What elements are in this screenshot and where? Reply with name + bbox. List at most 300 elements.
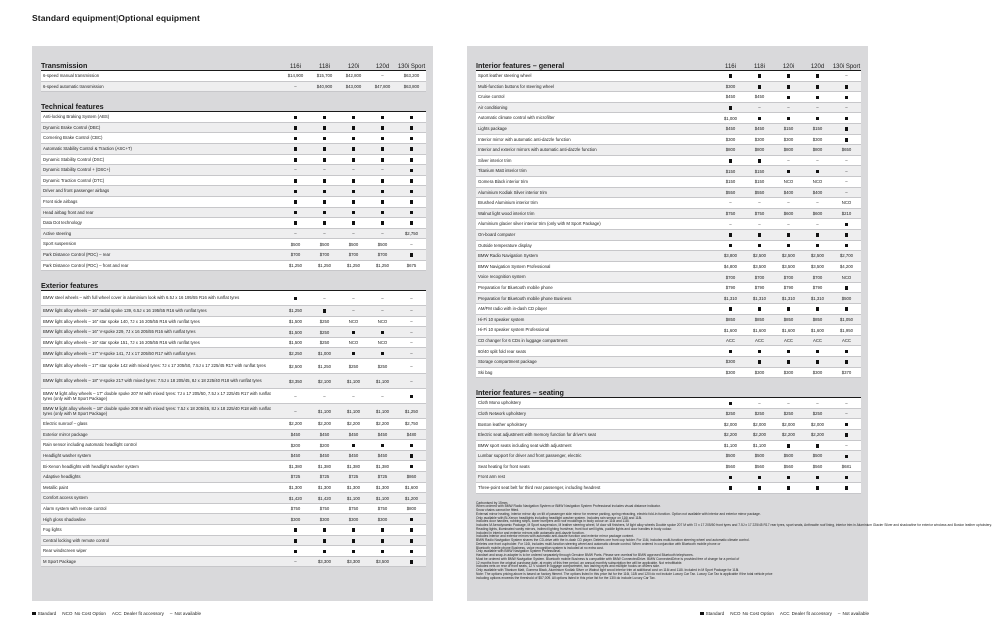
row-label: Storage compartment package (478, 359, 537, 365)
table-row (476, 325, 861, 336)
row-label: Preparation for Bluetooth mobile phone Business (478, 295, 572, 301)
price-cell (397, 394, 426, 399)
price-cell: NCO (812, 179, 823, 185)
standard-square-icon (352, 444, 356, 448)
price-cell: – (787, 221, 790, 227)
price-cell: $150 (754, 179, 765, 185)
standard-square-icon (410, 137, 414, 141)
price-cell: $1,420 (317, 495, 332, 501)
standard-square-icon (758, 486, 762, 490)
model-header: 120i (347, 64, 360, 70)
price-cell: – (787, 105, 790, 111)
price-cell (310, 220, 339, 225)
section-title: Exterior features (41, 281, 99, 291)
legend-label: Standard (705, 611, 725, 616)
standard-square-icon (323, 550, 327, 554)
standard-square-icon (816, 74, 820, 78)
price-cell: $1,100 (375, 378, 390, 384)
price-cell: $1,100 (752, 442, 767, 448)
price-cell (339, 330, 368, 335)
standard-square-icon (410, 158, 414, 162)
price-cell (832, 137, 861, 142)
price-cell: $1,250 (288, 308, 303, 314)
price-cell (281, 146, 310, 151)
price-cell: – (410, 363, 413, 369)
price-cell: $850 (783, 316, 794, 322)
row-label: Dynamic Traction Control (DTC) (43, 177, 105, 183)
price-cell: – (729, 200, 732, 206)
standard-square-icon (323, 147, 327, 151)
price-cell: $1,250 (375, 262, 390, 268)
row-label: Hi-Fi 10 speaker system Professional (478, 327, 550, 333)
price-cell (716, 401, 745, 406)
table-row (476, 209, 861, 220)
table-row (476, 419, 861, 430)
price-cell: – (410, 318, 413, 324)
price-cell (339, 136, 368, 141)
price-cell (281, 125, 310, 130)
price-cell (368, 189, 397, 194)
row-label: Electric sunroof – glass (43, 421, 88, 427)
table-row (476, 124, 861, 135)
table-row (41, 250, 426, 261)
price-cell: $3,500 (810, 263, 825, 269)
price-cell: – (845, 179, 848, 185)
price-cell (832, 84, 861, 89)
standard-square-icon (410, 126, 414, 130)
row-label: Rear windscreen wiper (43, 548, 87, 554)
price-cell: $3,500 (752, 263, 767, 269)
table-row (41, 71, 426, 82)
table-row (41, 525, 426, 536)
standard-square-icon (816, 117, 820, 121)
price-cell: $1,100 (375, 495, 390, 501)
model-header: 116i (725, 64, 736, 70)
footnote: External mirror heating, interior mirror dip on tilt of passenger side mirror for reverse parking, spring retracting, electric fold-in function. Option not available with interior and exterior mirror package. (476, 511, 761, 516)
model-header: 118i (754, 64, 765, 70)
standard-square-icon (845, 486, 849, 490)
price-cell (716, 349, 745, 354)
model-header: 116i (290, 64, 301, 70)
price-cell (832, 243, 861, 248)
price-cell (832, 116, 861, 121)
price-cell: – (787, 158, 790, 164)
price-cell (310, 210, 339, 215)
row-label: Headlight washer system (43, 452, 92, 458)
legend-symbol: ACC (779, 611, 790, 616)
price-cell (803, 73, 832, 78)
table-row (476, 103, 861, 114)
price-cell: $1,600 (781, 327, 796, 333)
legend-symbol: NCO (730, 611, 741, 616)
price-cell: $2,200 (375, 421, 390, 427)
standard-square-icon (381, 331, 385, 335)
price-cell: $450 (725, 94, 736, 100)
table-row (476, 262, 861, 273)
standard-square-icon (845, 85, 849, 89)
price-cell: $3,300 (346, 559, 361, 565)
row-label: BMW light alloy wheels – 18" V-spoke 217 with mixed tyres: 7.5J x 18 205/45, 8J x 18 225/40 R18 with runflat tyres (43, 378, 262, 384)
left-price-table (41, 54, 426, 570)
standard-square-icon (381, 539, 385, 543)
price-cell: $200 (290, 442, 301, 448)
price-cell: $150 (754, 168, 765, 174)
price-cell: $250 (754, 411, 765, 417)
legend-item (700, 611, 724, 616)
legend-label: No Cost Option (74, 611, 106, 616)
row-label: Interior and exterior mirrors with automatic anti-dazzle function (478, 147, 597, 153)
standard-square-icon (323, 190, 327, 194)
price-cell: $790 (783, 285, 794, 291)
row-label: Data Dot technology (43, 220, 82, 226)
table-row (476, 409, 861, 420)
standard-square-icon (758, 476, 762, 480)
price-cell (339, 527, 368, 532)
price-cell (339, 548, 368, 553)
left-panel (32, 46, 433, 601)
row-label: Exterior mirror package (43, 431, 88, 437)
price-cell (832, 126, 861, 131)
price-cell: $700 (377, 252, 388, 258)
legend-left (32, 611, 207, 616)
row-label: BMW Radio Navigation System (478, 253, 538, 259)
standard-square-icon (845, 476, 849, 480)
price-cell: $250 (783, 411, 794, 417)
table-row (41, 133, 426, 144)
row-label: Aluminium glacier silver interior trim (only with M Sport Package) (478, 221, 601, 227)
table-row (41, 374, 426, 389)
standard-square-icon (323, 211, 327, 215)
price-cell: – (787, 400, 790, 406)
standard-square-icon (381, 126, 385, 130)
price-cell: – (381, 231, 384, 237)
price-cell (832, 306, 861, 311)
standard-square-icon (352, 528, 356, 532)
price-cell (368, 220, 397, 225)
price-cell (745, 73, 774, 78)
row-label: M Sport Package (43, 558, 76, 564)
right-panel (467, 46, 992, 601)
standard-square-icon (729, 244, 733, 248)
price-cell: $1,300 (288, 484, 303, 490)
table-row (41, 218, 426, 229)
standard-square-icon (410, 454, 414, 458)
standard-square-icon (294, 116, 298, 120)
price-cell: NCO (377, 340, 388, 346)
price-cell (397, 114, 426, 119)
footnote: Carbonised by 15mm. (476, 500, 509, 505)
price-cell: $150 (783, 126, 794, 132)
standard-square-icon (729, 74, 733, 78)
standard-square-icon (729, 486, 733, 490)
price-cell: $700 (348, 252, 359, 258)
price-cell (774, 232, 803, 237)
price-cell (716, 73, 745, 78)
price-cell (832, 94, 861, 99)
price-cell: $2,200 (810, 432, 825, 438)
row-label: 60/40 split fold rear seats (478, 348, 527, 354)
section-rows (41, 291, 426, 567)
row-label: Central locking with remote control (43, 537, 109, 543)
standard-square-icon (845, 244, 849, 248)
price-cell: $300 (754, 136, 765, 142)
row-label: Park Distance Control (PDC) – front and rear (43, 262, 129, 268)
table-row (476, 346, 861, 357)
price-cell: $560 (783, 464, 794, 470)
price-cell (397, 443, 426, 448)
price-cell (832, 285, 861, 290)
standard-square-icon (787, 85, 791, 89)
price-cell (832, 453, 861, 458)
price-cell: – (845, 158, 848, 164)
row-label: Bi-Xenon headlights with headlight washer system (43, 463, 139, 469)
price-cell: – (729, 221, 732, 227)
price-cell (716, 158, 745, 163)
table-row (476, 219, 861, 230)
row-label: BMW Navigation System Professional (478, 263, 551, 269)
price-cell (716, 243, 745, 248)
price-cell: $800 (754, 147, 765, 153)
legend-item (32, 611, 56, 616)
price-cell (310, 538, 339, 543)
price-cell (281, 538, 310, 543)
standard-square-icon (294, 539, 298, 543)
price-cell (774, 84, 803, 89)
price-cell: ACC (725, 338, 736, 344)
price-cell: $860 (406, 474, 417, 480)
price-cell: $2,250 (288, 350, 303, 356)
standard-square-icon (787, 117, 791, 121)
price-cell (803, 443, 832, 448)
standard-square-icon (323, 116, 327, 120)
price-cell: $4,200 (839, 263, 854, 269)
standard-square-icon (352, 137, 356, 141)
standard-square-icon (294, 147, 298, 151)
standard-square-icon (787, 360, 791, 364)
legend-item (838, 611, 869, 616)
footnote: Includes M Aerodynamic Package, M Sport suspension, M leather steering wheel, M door sill finishers, M light alloy wheels Double spoke 207 M with 7J x 17 205/50 front tyres and 7.5J x 17 225/45 R17 rear tyres, sport seats, Anthracite roof lining, interior trim in Aluminium Glacier Silver and shadowline for exterior windows and Boston leather upholstery. (476, 523, 992, 528)
price-cell (368, 527, 397, 532)
price-cell: NCO (783, 179, 794, 185)
price-cell: $1,380 (375, 463, 390, 469)
price-cell (281, 210, 310, 215)
price-cell: $1,100 (375, 408, 390, 414)
price-cell (803, 485, 832, 490)
footnote: 12 months from the original purchase date, at expiry of this free period, an annual monthly subscription fee will be applicable. Not retrofittable. (476, 560, 683, 565)
footnote: Included in interior and exterior mirrors with automatic anti-dazzle function. (476, 530, 585, 535)
standard-square-icon (787, 96, 791, 100)
price-cell (745, 359, 774, 364)
price-cell (397, 125, 426, 130)
standard-square-icon (700, 612, 704, 616)
standard-square-icon (323, 221, 327, 225)
row-label: Fog lights (43, 527, 62, 533)
price-cell: $750 (290, 506, 301, 512)
price-cell (310, 146, 339, 151)
legend-item (112, 611, 164, 616)
price-cell: $2,000 (810, 421, 825, 427)
standard-square-icon (410, 518, 414, 522)
price-cell: – (845, 189, 848, 195)
table-row (41, 389, 426, 404)
price-cell: $500 (377, 241, 388, 247)
price-cell (716, 306, 745, 311)
row-label: Air conditioning (478, 104, 508, 110)
standard-square-icon (410, 169, 414, 173)
price-cell (368, 548, 397, 553)
standard-square-icon (787, 350, 791, 354)
price-cell: $800 (783, 147, 794, 153)
price-cell: $2,200 (723, 432, 738, 438)
legend-label: No Cost Option (742, 611, 774, 616)
price-cell: $1,600 (810, 327, 825, 333)
price-cell (339, 351, 368, 356)
standard-square-icon (352, 550, 356, 554)
price-cell (745, 158, 774, 163)
price-cell: $1,600 (723, 327, 738, 333)
price-cell: $1,600 (752, 327, 767, 333)
price-cell (832, 475, 861, 480)
table-row (41, 144, 426, 155)
section-gap (476, 494, 861, 497)
table-row (41, 493, 426, 504)
row-label: Silver interior trim (478, 157, 512, 163)
table-row (41, 461, 426, 472)
price-cell (397, 517, 426, 522)
table-row (41, 291, 426, 306)
section-title: Transmission (41, 61, 88, 70)
table-row (476, 430, 861, 441)
standard-square-icon (410, 539, 414, 543)
legend-item (780, 611, 832, 616)
row-label: Walnut light wood interior trim (478, 210, 535, 216)
price-cell (745, 243, 774, 248)
price-cell: $14,900 (287, 73, 304, 79)
price-cell: – (816, 105, 819, 111)
price-cell: $3,300 (317, 559, 332, 565)
price-cell: $1,300 (375, 484, 390, 490)
page-title (32, 13, 200, 23)
price-cell: $150 (725, 179, 736, 185)
price-cell (397, 189, 426, 194)
standard-square-icon (845, 233, 849, 237)
price-cell: $500 (783, 453, 794, 459)
footnote: Reading lights, illuminated vanity mirrors, indirect lighting front/rear, front foot well lights, puddle lights and door handles in body colour. (476, 526, 673, 531)
price-cell: $250 (377, 363, 388, 369)
price-cell: – (758, 105, 761, 111)
footnote: BMW Radio Navigation System shares the CD-drive with the in-dash CD player. Deletes one front cup holder. For 116i, includes multi-function steering wheel and automatic climate control. (476, 538, 750, 543)
price-cell (397, 464, 426, 469)
price-cell: NCO (348, 318, 359, 324)
price-cell (310, 527, 339, 532)
price-cell (832, 422, 861, 427)
price-cell: NCO (841, 200, 852, 206)
price-cell: $600 (783, 211, 794, 217)
price-cell: – (352, 231, 355, 237)
standard-square-icon (816, 350, 820, 354)
price-cell (745, 306, 774, 311)
price-cell: $560 (725, 464, 736, 470)
price-cell (397, 178, 426, 183)
table-row (476, 188, 861, 199)
price-cell (774, 94, 803, 99)
standard-square-icon (758, 85, 762, 89)
price-cell (368, 538, 397, 543)
price-cell (716, 475, 745, 480)
table-row (476, 241, 861, 252)
price-cell: – (758, 200, 761, 206)
price-cell (339, 210, 368, 215)
price-cell (368, 330, 397, 335)
price-cell (310, 157, 339, 162)
price-cell: $1,000 (723, 115, 738, 121)
standard-square-icon (787, 444, 791, 448)
row-label: Head airbag front and rear (43, 209, 94, 215)
price-cell: $1,600 (404, 484, 419, 490)
row-label: AM/FM radio with in-dash CD player (478, 306, 548, 312)
row-label: Voice recognition system (478, 274, 526, 280)
price-cell: – (816, 221, 819, 227)
standard-square-icon (729, 307, 733, 311)
price-cell: $2,000 (752, 421, 767, 427)
price-cell: $1,950 (839, 327, 854, 333)
table-row (476, 304, 861, 315)
table-row (476, 283, 861, 294)
price-cell (397, 136, 426, 141)
row-label: BMW light alloy wheels – 16" star spoke 151, 7J x 16 205/55 R16 with runflat tyres (43, 339, 200, 345)
row-label: BMW M light alloy wheels – 17" double spoke 207 M with mixed tyres: 7J x 17 205/50, 7.5J x 17 225/45 R17 with runflat tyres (only with M Sport Package) (43, 390, 271, 402)
standard-square-icon (758, 74, 762, 78)
price-cell: $790 (754, 285, 765, 291)
row-label: Seat heating for front seats (478, 463, 530, 469)
table-row (476, 198, 861, 209)
price-cell (774, 485, 803, 490)
row-label: Park Distance Control (PDC) – rear (43, 252, 111, 257)
price-cell (368, 157, 397, 162)
price-cell: $790 (725, 285, 736, 291)
section-rows (476, 398, 861, 493)
standard-square-icon (787, 244, 791, 248)
price-cell (832, 485, 861, 490)
standard-square-icon (729, 159, 733, 163)
price-cell (397, 559, 426, 564)
model-header: 130i Sport (832, 64, 861, 70)
price-cell (368, 443, 397, 448)
price-cell: – (381, 393, 384, 399)
standard-square-icon (845, 127, 849, 131)
standard-square-icon (845, 360, 849, 364)
price-cell: $2,700 (839, 253, 854, 259)
row-label: BMW light alloy wheels – 16" star spoke 140, 7J x 16 205/55 R16 with runflat tyres (43, 318, 200, 324)
standard-square-icon (352, 211, 356, 215)
price-cell: $1,380 (346, 463, 361, 469)
price-cell (774, 116, 803, 121)
standard-square-icon (410, 528, 414, 532)
price-cell: – (294, 393, 297, 399)
table-row (476, 368, 861, 379)
standard-square-icon (845, 307, 849, 311)
price-cell (368, 136, 397, 141)
standard-square-icon (729, 476, 733, 480)
price-cell (310, 308, 339, 313)
price-cell: $700 (319, 252, 330, 258)
price-cell: $675 (406, 262, 417, 268)
price-cell: $725 (348, 474, 359, 480)
table-row (41, 348, 426, 359)
price-cell (774, 169, 803, 174)
standard-square-icon (323, 179, 327, 183)
standard-square-icon (758, 360, 762, 364)
